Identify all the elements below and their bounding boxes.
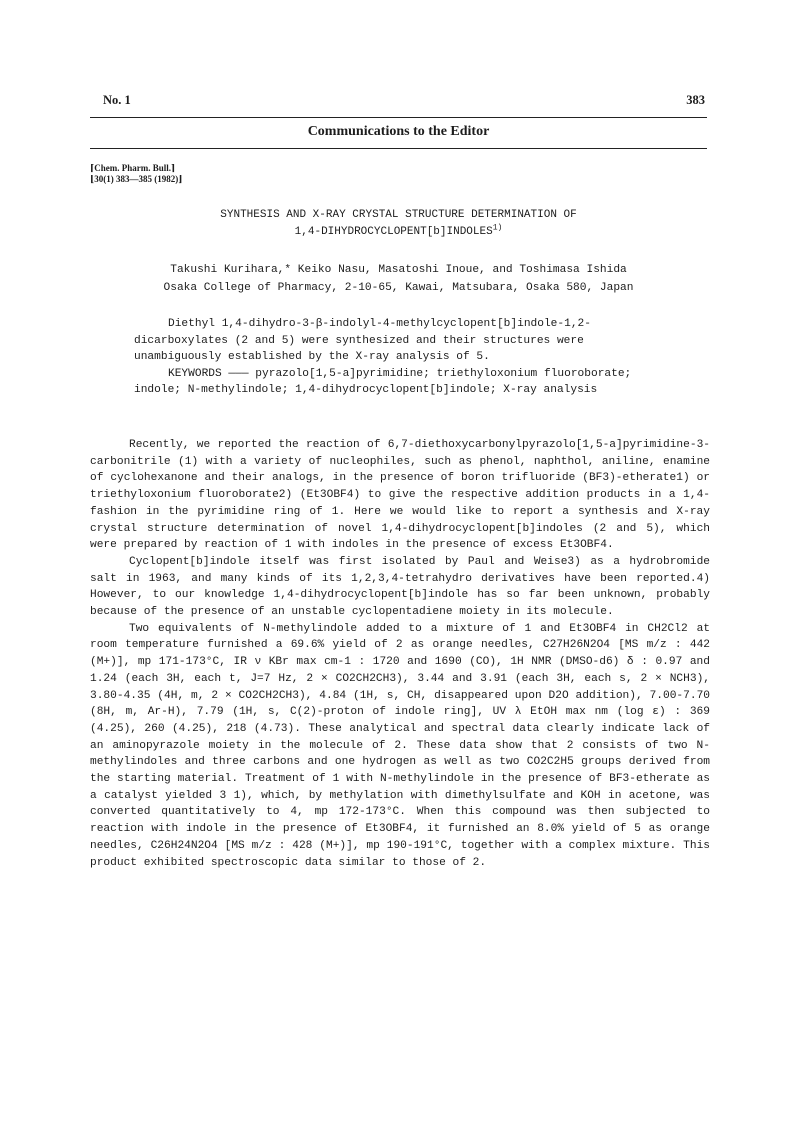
header-rule-top bbox=[90, 117, 707, 118]
title-line-1: SYNTHESIS AND X-RAY CRYSTAL STRUCTURE DETERMINATION OF bbox=[220, 209, 577, 221]
article-title bbox=[90, 207, 707, 241]
abstract: Diethyl 1,4-dihydro-3-β-indolyl-4-methylcyclopent[b]indole-1,2-dicarboxylates (2 and 5) were synthesized and their structures were unambiguously established by the X-ray analysis of 5. KEYWORDS ——— pyrazolo[1,5-a]pyrimidine; triethyloxonium fluoroborate; indole; N-methylindole; 1,4-dihydrocyclopent[b]indole; X-ray analysis bbox=[134, 316, 667, 399]
citation-volume: 30(1) 383—385 (1982) bbox=[94, 173, 179, 184]
header-rule-bottom bbox=[90, 148, 707, 149]
article-body bbox=[90, 437, 710, 871]
author-affiliation: Osaka College of Pharmacy, 2-10-65, Kawai, Matsubara, Osaka 580, Japan bbox=[163, 282, 634, 294]
title-footnote-ref: 1) bbox=[492, 223, 503, 233]
author-list: Takushi Kurihara,* Keiko Nasu, Masatoshi Inoue, and Toshimasa Ishida bbox=[170, 264, 627, 276]
journal-citation: ⌈Chem. Pharm. Bull.⌉ ⌊30(1) 383—385 (1982)⌋ bbox=[90, 163, 183, 184]
keywords-list: pyrazolo[1,5-a]pyrimidine; triethyloxonium fluoroborate; indole; N-methylindole; 1,4-dihydrocyclopent[b]indole; X-ray analysis bbox=[134, 367, 632, 397]
issue-number: No. 1 bbox=[103, 93, 131, 107]
paragraph-2: Cyclopent[b]indole itself was first isolated by Paul and Weise3) as a hydrobromide salt in 1963, and many kinds of its 1,2,3,4-tetrahydro derivatives have been reported.4) However, to our knowledge 1,4-dihydrocyclopent[b]indole has so far been unknown, probably because of the presence of an unstable cyclopentadiene moiety in its molecule. bbox=[90, 555, 710, 619]
section-title: Communications to the Editor bbox=[307, 124, 490, 139]
author-block bbox=[90, 261, 707, 297]
page-number: 383 bbox=[686, 93, 705, 107]
abstract-text: Diethyl 1,4-dihydro-3-β-indolyl-4-methylcyclopent[b]indole-1,2-dicarboxylates (2 and 5) were synthesized and their structures were unambiguously established by the X-ray analysis of 5. bbox=[134, 318, 591, 364]
paragraph-3: Two equivalents of N-methylindole added to a mixture of 1 and Et3OBF4 in CH2Cl2 at room temperature furnished a 69.6% yield of 2 as orange needles, C27H26N2O4 [MS m/z : 442 (M+)], mp 171-173°C, IR ν KBr max cm-1 : 1720 and 1690 (CO), 1H NMR (DMSO-d6) δ : 0.97 and 1.24 (each 3H, each t, J=7 Hz, 2 × CO2CH2CH3), 3.44 and 3.91 (each 3H, each s, 2 × NCH3), 3.80-4.35 (4H, m, 2 × CO2CH2CH3), 4.84 (1H, s, CH, disappeared upon D2O addition), 7.00-7.70 (8H, m, Ar-H), 7.79 (1H, s, C(2)-proton of indole ring], UV λ EtOH max nm (log ε) : 369 (4.25), 260 (4.25), 218 (4.73). These analytical and spectral data clearly indicate lack of an aminopyrazole moiety in the molecule of 2. These data show that 2 consists of two N-methylindoles and three carbons and one hydrogen as well as two CO2C2H5 groups derived from the starting material. Treatment of 1 with N-methylindole in the presence of BF3-etherate as a catalyst yielded 3 1), which, by methylation with dimethylsulfate and KOH in acetone, was converted quantitatively to 4, mp 172-173°C. When this compound was then subjected to reaction with indole in the presence of Et3OBF4, it furnished an 8.0% yield of 5 as orange needles, C26H24N2O4 [MS m/z : 428 (M+)], mp 190-191°C, together with a complex mixture. This product exhibited spectroscopic data similar to those of 2. bbox=[90, 622, 710, 869]
citation-journal: Chem. Pharm. Bull. bbox=[94, 163, 172, 173]
title-line-2: 1,4-DIHYDROCYCLOPENT[b]INDOLES bbox=[294, 226, 493, 238]
paragraph-1: Recently, we reported the reaction of 6,7-diethoxycarbonylpyrazolo[1,5-a]pyrimidine-3-carbonitrile (1) with a variety of nucleophiles, such as phenol, naphthol, aniline, enamine of cyclohexanone and their analogs, in the presence of boron trifluoride (BF3)-etherate1) or triethyloxonium fluoroborate2) (Et3OBF4) to give the respective addition products in a 1,4-fashion in the pyrimidine ring of 1. Here we would like to report a synthesis and X-ray crystal structure determination of novel 1,4-dihydrocyclopent[b]indoles (2 and 5), which were prepared by reaction of 1 with indoles in the presence of excess Et3OBF4. bbox=[90, 439, 710, 552]
keywords-label: KEYWORDS bbox=[168, 367, 222, 380]
